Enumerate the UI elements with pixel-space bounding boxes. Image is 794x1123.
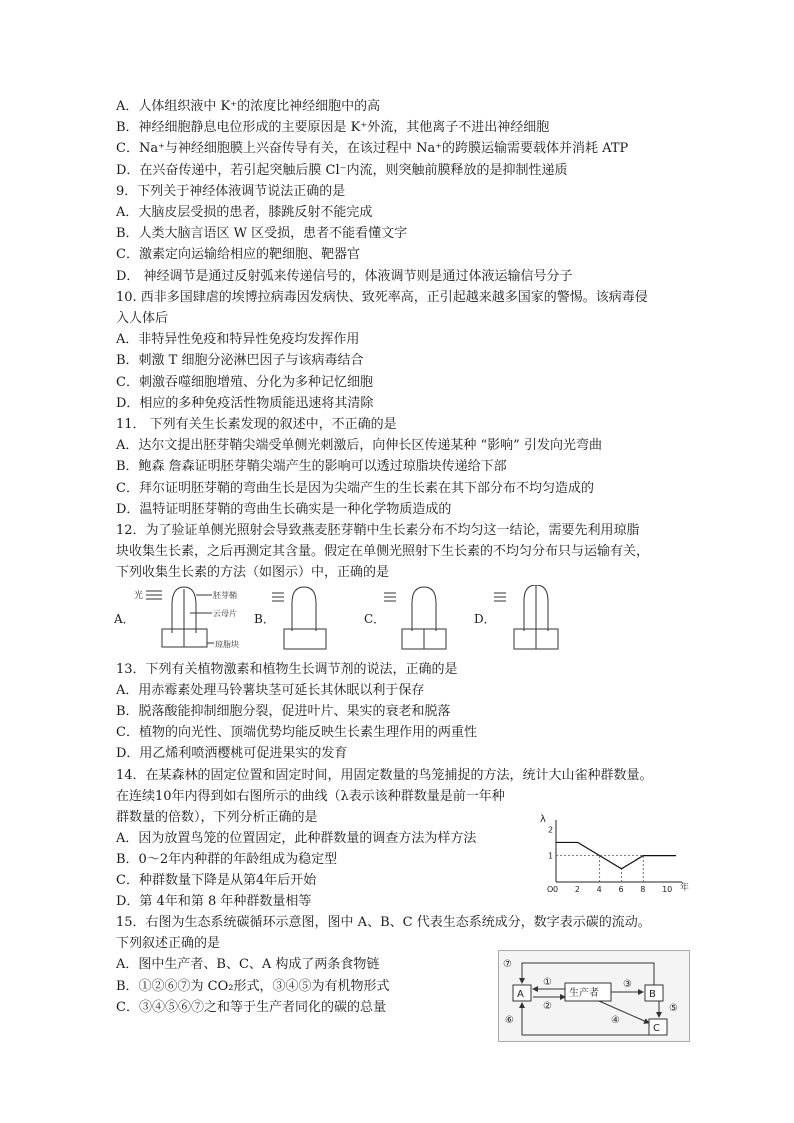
x-tick-label: 6 — [618, 885, 624, 894]
x-tick-label: 4 — [596, 885, 602, 894]
svg-text:胚芽鞘: 胚芽鞘 — [213, 591, 237, 600]
y-tick-label: 1 — [548, 851, 554, 861]
text-line: 群数量的倍数），下列分析正确的是 — [116, 809, 318, 825]
text-line: A．人体组织液中 K⁺的浓度比神经细胞中的高 — [116, 99, 381, 114]
arrow-4: ④ — [611, 1015, 620, 1026]
x-tick-label: 8 — [640, 885, 646, 894]
text-line: 块收集生长素，之后再测定其含量。假定在单侧光照射下生长素的不均匀分布只与运输有关， — [116, 544, 650, 560]
y-axis-label: λ — [540, 814, 546, 825]
carbon-cycle-figure — [498, 950, 690, 1042]
x-tick-label: 0 — [553, 885, 559, 894]
x-tick-label: 10 — [662, 885, 673, 894]
node-a: A — [517, 989, 524, 1000]
text-line: B．人类大脑言语区 W 区受损，患者不能看懂文字 — [116, 226, 408, 242]
text-line: C．激素定向运输给相应的靶细胞、靶器官 — [116, 247, 360, 263]
text-line: 14．在某森林的固定位置和固定时间，用固定数量的鸟笼捕捉的方法，统计大山雀种群数量。 — [116, 767, 653, 783]
text-line: A．大脑皮层受损的患者，膝跳反射不能完成 — [116, 205, 373, 220]
text-line: C．③④⑤⑥⑦之和等于生产者同化的碳的总量 — [116, 999, 386, 1015]
q12-figure — [112, 585, 572, 655]
text-line: D．相应的多种免疫活性物质能迅速将其清除 — [116, 395, 374, 411]
arrow-7: ⑦ — [503, 959, 512, 970]
q12-diagrams — [112, 585, 572, 655]
light-label: 光 — [134, 591, 144, 601]
text-line: A．因为放置鸟笼的位置固定，此种群数量的调查方法为样方法 — [116, 830, 477, 846]
text-line: A．达尔文提出胚芽鞘尖端受单侧光刺激后，向伸长区传递某种 “影响” 引发向光弯曲 — [116, 438, 602, 454]
x-axis-label: 年 — [680, 883, 690, 893]
text-line: 下列收集生长素的方法（如图示）中，正确的是 — [116, 565, 390, 581]
text-line: 13．下列有关植物激素和植物生长调节剂的说法，正确的是 — [116, 662, 458, 677]
node-c: C — [653, 1023, 660, 1034]
text-line: D．在兴奋传递中，若引起突触后膜 Cl⁻内流，则突触前膜释放的是抑制性递质 — [116, 162, 568, 178]
q12-diagram-d — [494, 585, 558, 649]
lambda-chart — [540, 812, 690, 894]
text-line: 9．下列关于神经体液调节说法正确的是 — [116, 183, 346, 199]
text-line: 12．为了验证单侧光照射会导致燕麦胚芽鞘中生长素分布不均匀这一结论，需要先利用琼脂 — [116, 523, 640, 538]
text-line: C．植物的向光性、顶端优势均能反映生长素生理作用的两重性 — [116, 725, 477, 741]
arrow-3: ③ — [623, 979, 632, 990]
text-line: 15．右图为生态系统碳循环示意图，图中 A、B、C 代表生态系统成分，数字表示碳的流动。 — [116, 915, 651, 931]
text-line: 入人体后 — [116, 311, 169, 326]
origin-label: O — [547, 885, 554, 894]
arrow-6: ⑥ — [505, 1015, 514, 1026]
svg-text:琼脂块: 琼脂块 — [215, 640, 239, 649]
q12-diagram-a — [134, 587, 239, 649]
text-line: B．脱落酸能抑制细胞分裂，促进叶片、果实的衰老和脱落 — [116, 704, 451, 720]
text-line: B．0～2年内种群的年龄组成为稳定型 — [116, 851, 338, 867]
q12-option-a: A． — [114, 612, 135, 626]
text-line: 下列叙述正确的是 — [116, 936, 221, 952]
text-line: 10. 西非多国肆虐的埃博拉病毒因发病快、致死率高，正引起越来越多国家的警惕。该病毒侵 — [116, 289, 648, 305]
x-tick-label: 2 — [574, 885, 580, 894]
arrow-1: ① — [543, 977, 552, 988]
q12-option-b: B． — [254, 612, 275, 626]
q12-option-d: D． — [474, 612, 496, 626]
svg-text:云母片: 云母片 — [213, 609, 237, 618]
text-line: D． 神经调节是通过反射弧来传递信号的，体液调节则是通过体液运输信号分子 — [116, 268, 573, 284]
text-line: A．图中生产者、B、C、A 构成了两条食物链 — [116, 957, 380, 973]
text-line: 在连续10年内得到如右图所示的曲线（λ表示该种群数量是前一年种 — [116, 788, 505, 804]
text-line: C．刺激吞噬细胞增殖、分化为多种记忆细胞 — [116, 374, 373, 390]
arrow-2: ② — [543, 1001, 552, 1012]
text-line: A．用赤霉素处理马铃薯块茎可延长其休眠以利于保存 — [116, 683, 425, 699]
text-line: A．非特异性免疫和特异性免疫均发挥作用 — [116, 332, 360, 348]
text-line: C．种群数量下降是从第4年后开始 — [116, 873, 317, 888]
text-line: 11． 下列有关生长素发现的叙述中，不正确的是 — [116, 417, 397, 432]
text-line: C．Na⁺与神经细胞膜上兴奋传导有关，在该过程中 Na⁺的跨膜运输需要载体并消耗 ATP — [116, 141, 629, 157]
text-line: D．用乙烯利喷洒樱桃可促进果实的发育 — [116, 746, 348, 762]
q12-diagram-c — [384, 587, 446, 649]
text-line: C．拜尔证明胚芽鞘的弯曲生长是因为尖端产生的生长素在其下部分布不均匀造成的 — [116, 480, 594, 496]
node-producer: 生产者 — [569, 988, 599, 999]
q12-diagram-b — [272, 587, 326, 649]
node-b: B — [649, 989, 656, 1000]
text-line: B．鲍森 詹森证明胚芽鞘尖端产生的影响可以透过琼脂块传递给下部 — [116, 459, 507, 475]
text-line: B．神经细胞静息电位形成的主要原因是 K⁺外流，其他离子不进出神经细胞 — [116, 120, 550, 136]
text-line: D．第 4年和第 8 年种群数量相等 — [116, 894, 312, 910]
text-line: B．刺激 T 细胞分泌淋巴因子与该病毒结合 — [116, 353, 364, 369]
text-line: B．①②⑥⑦为 CO₂形式，③④⑤为有机物形式 — [116, 978, 390, 994]
q12-option-c: C． — [364, 612, 386, 626]
y-tick-label: 2 — [548, 825, 554, 835]
text-line: D．温特证明胚芽鞘的弯曲生长确实是一种化学物质造成的 — [116, 501, 452, 517]
arrow-5: ⑤ — [669, 1003, 678, 1014]
